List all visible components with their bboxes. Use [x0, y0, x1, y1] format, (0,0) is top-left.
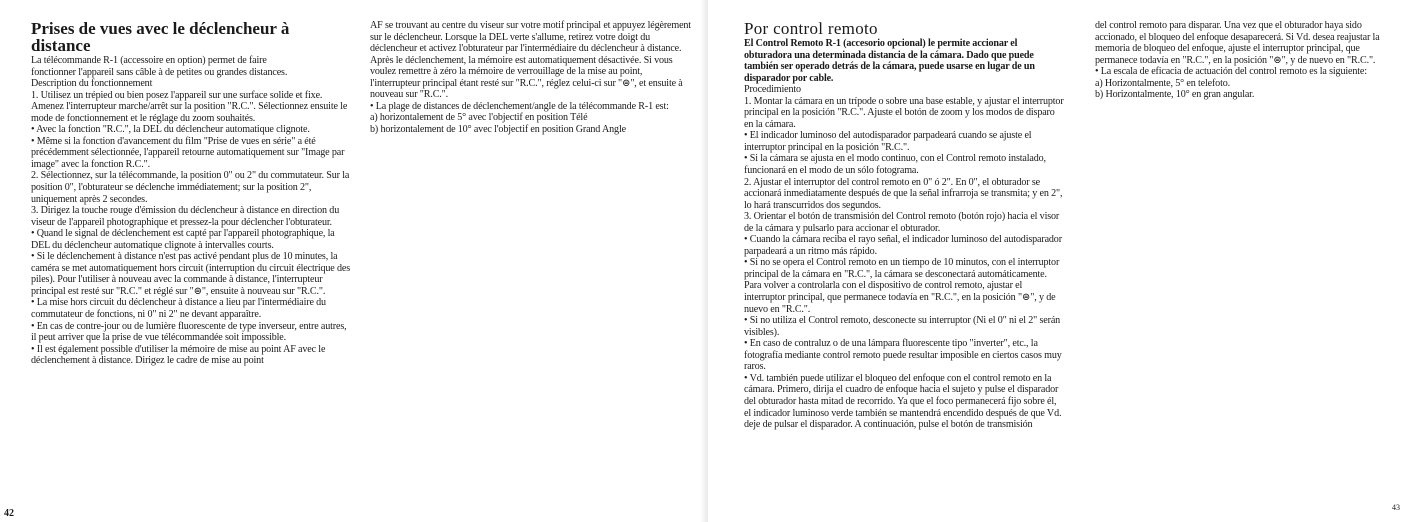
french-body-column-2: AF se trouvant au centre du viseur sur votre motif principal et appuyez légèrement sur le déclencheur. Lorsque la DEL verte s'allume, retirez votre doigt du déclencheur et activez l'obturateur par l'intermédiaire du déclencheur à distance. Après le déclenchement, la mémoire est automatiquement désactivée. Si vous voulez remettre à zéro la mémoire de verrouillage de la mise au point, l'interrupteur principal étant resté sur "R.C.", réglez celui-ci sur "⊜", et ensuite à nouveau sur "R.C.". • La plage de distances de déclenchement/angle de la télécommande R-1 est: a) horizontalement de 5° avec l'objectif en position Télé b) horizontalement de 10° avec l'objectif en position Grand Angle [370, 20, 691, 135]
spanish-page [708, 0, 1416, 522]
spanish-column-2 [1095, 20, 1395, 101]
french-column-2 [370, 20, 692, 135]
french-page-number: 42 [4, 508, 14, 519]
spanish-body-column-2: del control remoto para disparar. Una vez que el obturador haya sido accionado, el bloqueo del enfoque desaparecerá. Si Vd. desea reajustar la memoria de bloqueo del enfoque, ajuste el interruptor principal, que permanece todavía en "R.C.", en la posición "⊜", y de nuevo en "R.C.". • La escala de eficacia de actuación del control remoto es la siguiente: a) Horizontalmente, 5° en telefoto. b) Horizontalmente, 10° en gran angular. [1095, 20, 1380, 101]
spanish-title: Por control remoto [744, 19, 878, 38]
french-title: Prises de vues avec le déclencheur à distance [31, 19, 290, 55]
french-body-column-1: La télécommande R-1 (accessoire en option) permet de faire fonctionner l'appareil sans câble à de petites ou grandes distances. Description du fonctionnement 1. Utilisez un trépied ou bien posez l'appareil sur une surface solide et fixe. Amenez l'interrupteur marche/arrêt sur la position "R.C.". Sélectionnez ensuite le mode de fonctionnement et le réglage du zoom souhaités. • Avec la fonction "R.C.", la DEL du déclencheur automatique clignote. • Même si la fonction d'avancement du film "Prise de vues en série" a été précédemment sélectionnée, l'appareil retourne automatiquement sur "Image par image" avec la fonction R.C.". 2. Sélectionnez, sur la télécommande, la position 0" ou 2" du commutateur. Sur la position 0", l'obturateur se déclenche immédiatement; sur la position 2", uniquement après 2 secondes. 3. Dirigez la touche rouge d'émission du déclencheur à distance en direction du viseur de l'appareil photographique et pressez-la pour déclencher l'obturateur. • Quand le signal de déclenchement est capté par l'appareil photographique, la DEL du déclencheur automatique clignote à intervalles courts. • Si le déclenchement à distance n'est pas activé pendant plus de 10 minutes, la caméra se met automatiquement hors circuit (interruption du circuit électrique des piles). Pour l'utiliser à nouveau avec la commande à distance, l'interrupteur principal est resté sur "R.C." et réglé sur "⊜", ensuite à nouveau sur "R.C.". • La mise hors circuit du déclencheur à distance a lieu par l'intermédiaire du commutateur de fonctions, ni 0" ni 2" ne devant apparaître. • En cas de contre-jour ou de lumière fluorescente de type inverseur, entre autres, il peut arriver que la prise de vue télécommandée soit impossible. • Il est également possible d'utiliser la mémoire de mise au point AF avec le déclenchement à distance. Dirigez le cadre de mise au point [31, 55, 350, 367]
french-column-1 [31, 20, 353, 367]
spanish-page-number: 43 [1392, 503, 1400, 512]
spanish-intro: El Control Remoto R-1 (accesorio opcional) le permite accionar el obturadora una determinada distancia de la cámara. Dado que puede también ser operado detrás de la cámara, puede usarse en lugar de un disparador por cable. [744, 38, 1035, 84]
spanish-body-column-1: Procedimiento 1. Montar la cámara en un trípode o sobre una base estable, y ajustar el interruptor principal en la posición "R.C.". Ajuste el botón de zoom y los modos de disparo en la cámara. • El indicador luminoso del autodisparador parpadeará cuando se ajuste el interruptor principal en la posición "R.C.". • Si la cámara se ajusta en el modo continuo, con el Control remoto instalado, funcionará en el modo de un sólo fotograma. 2. Ajustar el interruptor del control remoto en 0" ó 2". En 0", el obturador se accionará inmediatamente después de que la señal infrarroja se transmita; y en 2", lo hará transcurridos dos segundos. 3. Orientar el botón de transmisión del Control remoto (botón rojo) hacia el visor de la cámara y pulsarlo para accionar el obturador. • Cuando la cámara reciba el rayo señal, el indicador luminoso del autodisparador parpadeará a un ritmo más rápido. • Si no se opera el Control remoto en un tiempo de 10 minutos, con el interruptor principal de la cámara en "R.C.", la cámara se desconectará automáticamente. Para volver a controlarla con el dispositivo de control remoto, ajustar el interruptor principal, que permanece todavía en "R.C.", en la posición "⊜", y de nuevo en "R.C.". • Si no utiliza el Control remoto, desconecte su interruptor (Ni el 0" ni el 2" serán visibles). • En caso de contraluz o de una lámpara fluorescente tipo "inverter", etc., la fotografía mediante control remoto puede resultar imposible en ciertos casos muy raros. • Vd. también puede utilizar el bloqueo del enfoque con el control remoto en la cámara. Primero, dirija el cuadro de enfoque hacia el sujeto y pulse el disparador del obturador hasta mitad de recorrido. Ya que el foco permanecerá fijo sobre él, el indicador luminoso verde también se mantendrá encendido después de que Vd. deje de pulsar el disparador. A continuación, pulse el botón de transmisión [744, 84, 1064, 431]
spanish-column-1 [744, 20, 1064, 431]
